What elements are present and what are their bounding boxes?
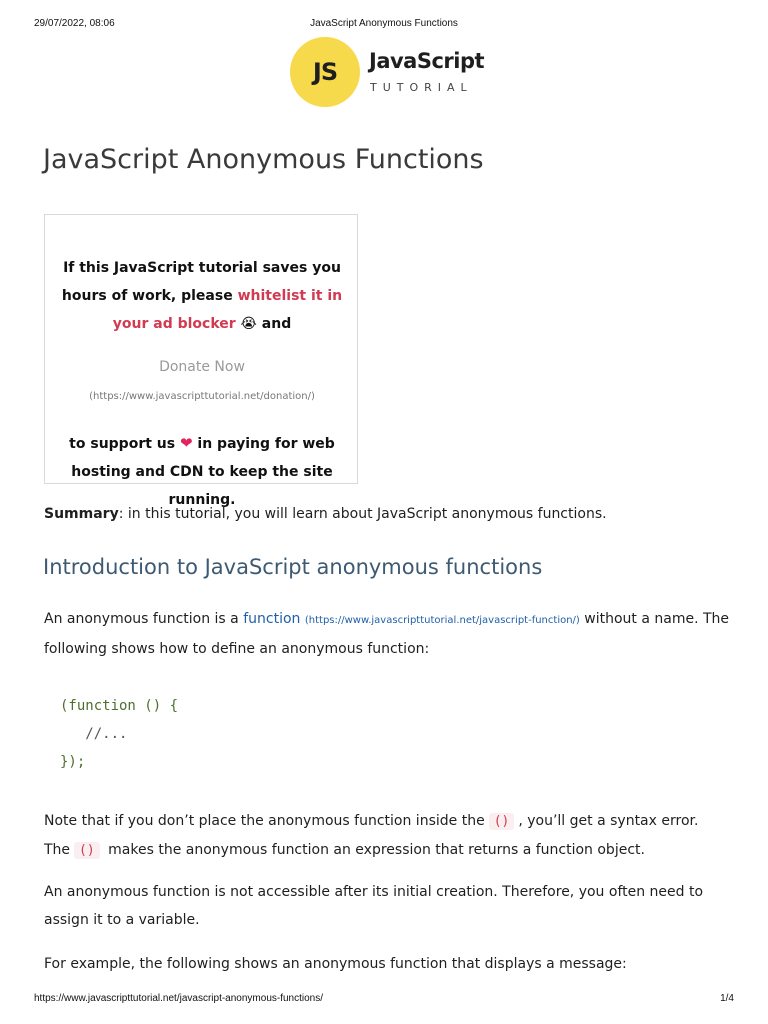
donation-line-2 bbox=[45, 282, 359, 310]
whitelist-link[interactable]: whitelist it in bbox=[237, 288, 343, 304]
summary bbox=[44, 506, 607, 522]
ad-blocker-link[interactable]: your ad blocker bbox=[112, 316, 236, 332]
intro-text-b: without a name. The following shows how to define an anonymous function: bbox=[44, 611, 730, 657]
function-link-url: (https://www.javascripttutorial.net/javascript-function/) bbox=[304, 615, 580, 626]
logo-subtitle: TUTORIAL bbox=[370, 81, 473, 94]
site-logo[interactable] bbox=[290, 37, 490, 109]
donation-line-3-text: and bbox=[261, 316, 292, 332]
summary-label: Summary bbox=[44, 506, 119, 522]
page-title: JavaScript Anonymous Functions bbox=[43, 144, 484, 175]
print-footer-url: https://www.javascripttutorial.net/javascript-anonymous-functions/ bbox=[34, 993, 324, 1004]
donation-line-1: If this JavaScript tutorial saves you bbox=[63, 260, 341, 276]
heart-icon: ❤ bbox=[179, 434, 193, 452]
inline-code: () bbox=[74, 842, 100, 859]
donation-line-4-b: in paying for web bbox=[197, 436, 335, 452]
donation-line-4-a: to support us bbox=[69, 436, 176, 452]
code-block bbox=[60, 692, 178, 776]
section-heading: Introduction to JavaScript anonymous functions bbox=[43, 555, 543, 579]
example-paragraph: For example, the following shows an anonymous function that displays a message: bbox=[44, 956, 627, 972]
intro-paragraph bbox=[44, 605, 734, 663]
print-title: JavaScript Anonymous Functions bbox=[310, 18, 458, 29]
intro-text-a: An anonymous function is a bbox=[44, 611, 239, 627]
note-text-a: Note that if you don’t place the anonymous function inside the bbox=[44, 813, 485, 829]
page-number: 1/4 bbox=[720, 993, 734, 1004]
note-text-c: makes the anonymous function an expression that returns a function object. bbox=[108, 842, 645, 858]
js-logo-badge: JS bbox=[290, 37, 360, 107]
note-text-b: , you’ll get a syntax error. The bbox=[44, 813, 699, 858]
logo-name: JavaScript bbox=[369, 49, 485, 73]
inline-code: () bbox=[489, 813, 515, 830]
donation-box bbox=[44, 214, 358, 508]
donation-message bbox=[45, 254, 359, 338]
summary-text: : in this tutorial, you will learn about JavaScript anonymous functions. bbox=[118, 506, 607, 522]
code-line: //... bbox=[60, 726, 128, 742]
code-line: (function () { bbox=[60, 698, 179, 714]
accessibility-paragraph: An anonymous function is not accessible after its initial creation. Therefore, you often need to assign it to a variable. bbox=[44, 884, 704, 928]
donation-line-4 bbox=[45, 429, 359, 458]
donation-line-2-text: hours of work, please bbox=[61, 288, 233, 304]
crying-face-icon: 😭 bbox=[240, 316, 257, 332]
donation-line-5: hosting and CDN to keep the site bbox=[71, 464, 333, 480]
donate-now-link[interactable]: Donate Now bbox=[159, 359, 245, 375]
donation-line-3 bbox=[45, 310, 359, 338]
note-paragraph bbox=[44, 807, 734, 865]
function-link[interactable]: function bbox=[243, 611, 301, 627]
print-date: 29/07/2022, 08:06 bbox=[34, 18, 115, 29]
code-line: }); bbox=[60, 754, 86, 770]
donation-support-message bbox=[45, 429, 359, 514]
donate-url: (https://www.javascripttutorial.net/donation/) bbox=[89, 391, 315, 402]
donation-line-6: running. bbox=[168, 492, 236, 508]
